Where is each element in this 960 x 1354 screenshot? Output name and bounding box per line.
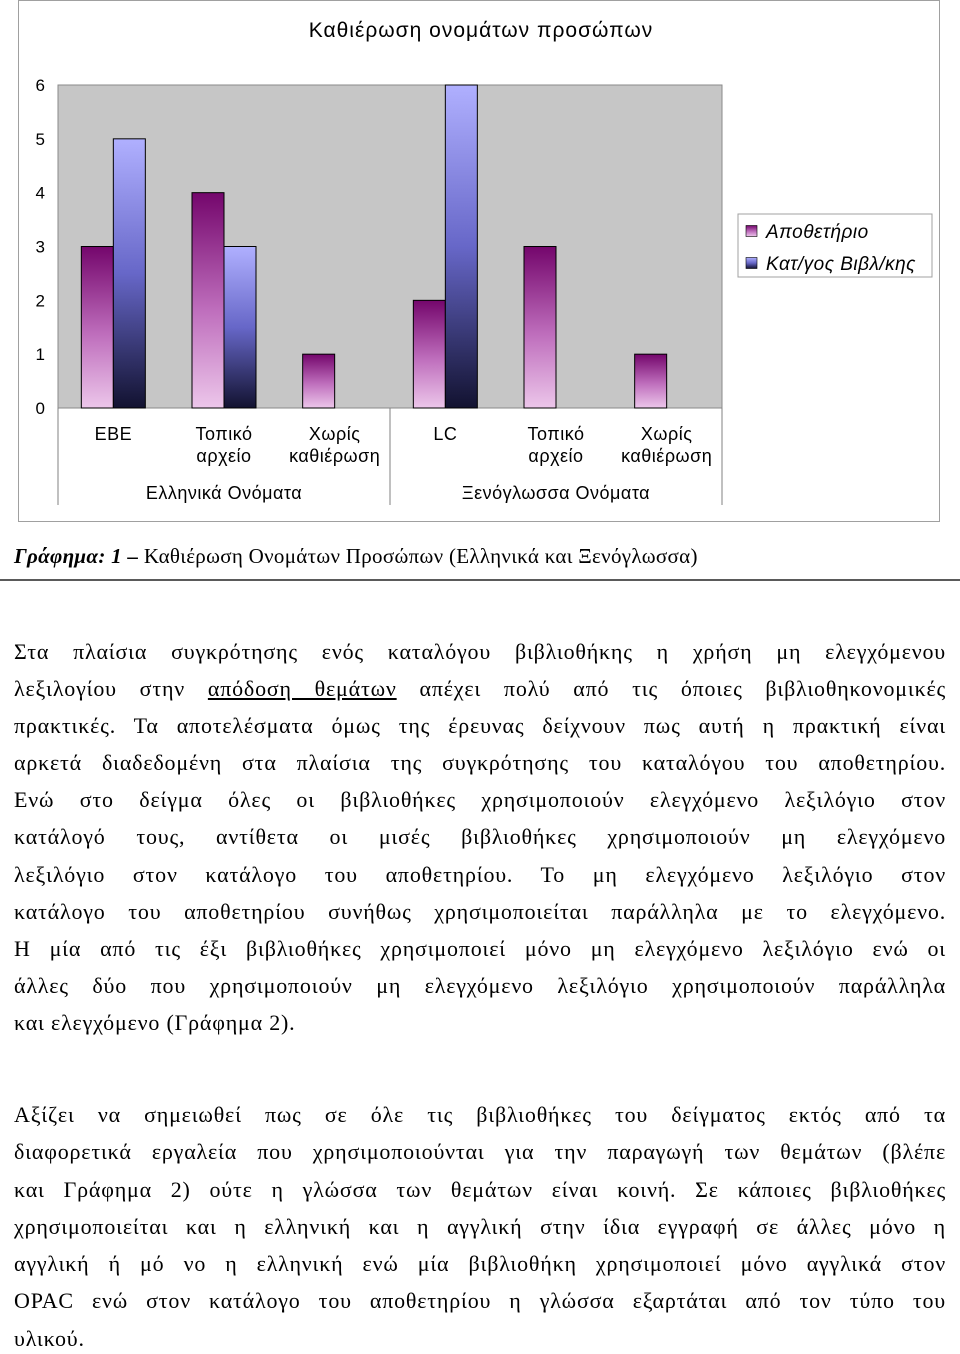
text-line: και Γράφημα 2) ούτε η γλώσσα των θεμάτων είναι κοινή. Σε κάποιες βιβλιοθήκες [14,1176,946,1202]
legend-label: Αποθετήριο [766,222,869,243]
bar-series-1 [524,247,556,409]
category-label-line: Χωρίς [640,424,693,444]
bar-series-1 [635,354,667,408]
category-label-line: Τοπικό [195,424,253,444]
y-tick-label: 4 [35,183,45,203]
category-label-line: καθιέρωση [289,446,381,466]
chart [0,0,960,530]
y-tick-label: 3 [35,237,45,257]
y-tick-label: 5 [35,129,45,149]
category-label-line: καθιέρωση [621,446,713,466]
y-tick-label: 0 [35,399,45,418]
category-label-line: Τοπικό [527,424,585,444]
bar-series-2 [224,247,256,409]
text-segment: απέχει πολύ από τις όποιες βιβλιοθηκονομικές [419,676,947,702]
bar-series-2 [445,85,477,408]
caption-divider [0,579,960,581]
legend-swatch [746,226,757,237]
category-group-label: Ξενόγλωσσα Ονόματα [461,483,651,503]
text-line: κατάλογο του αποθετηρίου συνήθως χρησιμοποιείται παράλληλα με το ελεγχόμενο. [14,898,946,924]
paragraph [14,638,946,1037]
text-line: χρησιμοποιείται και η ελληνική και η αγγλική στην ίδια εγγραφή σε άλλες μόνο η [14,1213,946,1239]
chart-title: Καθιέρωση ονομάτων προσώπων [308,19,654,42]
figure-caption [14,542,698,570]
text-line: και ελεγχόμενο (Γράφημα 2). [14,1009,296,1035]
text-line: Στα πλαίσια συγκρότησης ενός καταλόγου βιβλιοθήκης η χρήση μη ελεγχόμενου [14,639,946,664]
bar-series-1 [81,247,113,409]
bar-series-1 [303,354,335,408]
text-line [14,675,946,703]
category-label-line: ΕΒΕ [94,424,133,444]
bar-series-1 [413,300,445,408]
text-line: OPAC ενώ στον κατάλογο του αποθετηρίου η γλώσσα εξαρτάται από τον τύπο του [14,1288,946,1314]
text-line: πρακτικές. Τα αποτελέσματα όμως της έρευνας δείχνουν πως αυτή η πρακτική είναι [14,713,946,739]
plot-area [58,85,722,408]
text-line: άλλες δύο που χρησιμοποιούν μη ελεγχόμενο λεξιλόγιο χρησιμοποιούν παράλληλα [14,972,946,998]
y-tick-label: 6 [35,76,45,95]
y-tick-label: 2 [35,291,45,311]
text-line: διαφορετικά εργαλεία που χρησιμοποιούνται για την παραγωγή των θεμάτων (βλέπε [14,1139,946,1165]
bar-series-2 [113,139,145,408]
text-line: Η μία από τις έξι βιβλιοθήκες χρησιμοποιεί μόνο μη ελεγχόμενο λεξιλόγιο ενώ οι [14,935,946,961]
category-label [433,424,457,444]
bar-series-1 [192,193,224,408]
category-label-line: αρχείο [528,446,584,466]
category-label-line: LC [433,424,458,444]
legend-swatch [746,258,757,269]
category-label-line: αρχείο [196,446,252,466]
legend-label: Κατ/γος Βιβλ/κης [766,254,916,275]
text-line: υλικού. [14,1325,85,1351]
y-tick-label: 1 [35,345,45,365]
category-label [95,424,133,444]
paragraph [14,1101,946,1353]
text-line: κατάλογό τους, αντίθετα οι μισές βιβλιοθήκες χρησιμοποιούν μη ελεγχόμενο [14,824,946,850]
figure-caption-text: Καθιέρωση Ονομάτων Προσώπων (Ελληνικά και Ξενόγλωσσα) [143,544,698,568]
text-line: λεξιλόγιο στον κατάλογο του αποθετηρίου. Το μη ελεγχόμενο λεξιλόγιο στον [14,861,946,887]
text-line: Ενώ στο δείγμα όλες οι βιβλιοθήκες χρησιμοποιούν ελεγχόμενο λεξιλόγιο στον [14,787,946,813]
category-label-line: Χωρίς [308,424,361,444]
text-line: Αξίζει να σημειωθεί πως σε όλε τις βιβλιοθήκες του δείγματος εκτός από τα [14,1102,946,1127]
underlined-term: απόδοση θεμάτων [207,676,397,702]
text-segment: λεξιλογίου στην [14,676,186,702]
figure-caption-label: Γράφημα: 1 – [14,544,139,568]
text-line: αγγλική ή μό νο η ελληνική ενώ μία βιβλιοθήκη χρησιμοποιεί μόνο αγγλικά στον [14,1251,946,1277]
category-group-label: Ελληνικά Ονόματα [145,483,303,503]
legend [738,214,932,277]
text-line: αρκετά διαδεδομένη στα πλαίσια της συγκρότησης του καταλόγου του αποθετηρίου. [14,750,946,776]
